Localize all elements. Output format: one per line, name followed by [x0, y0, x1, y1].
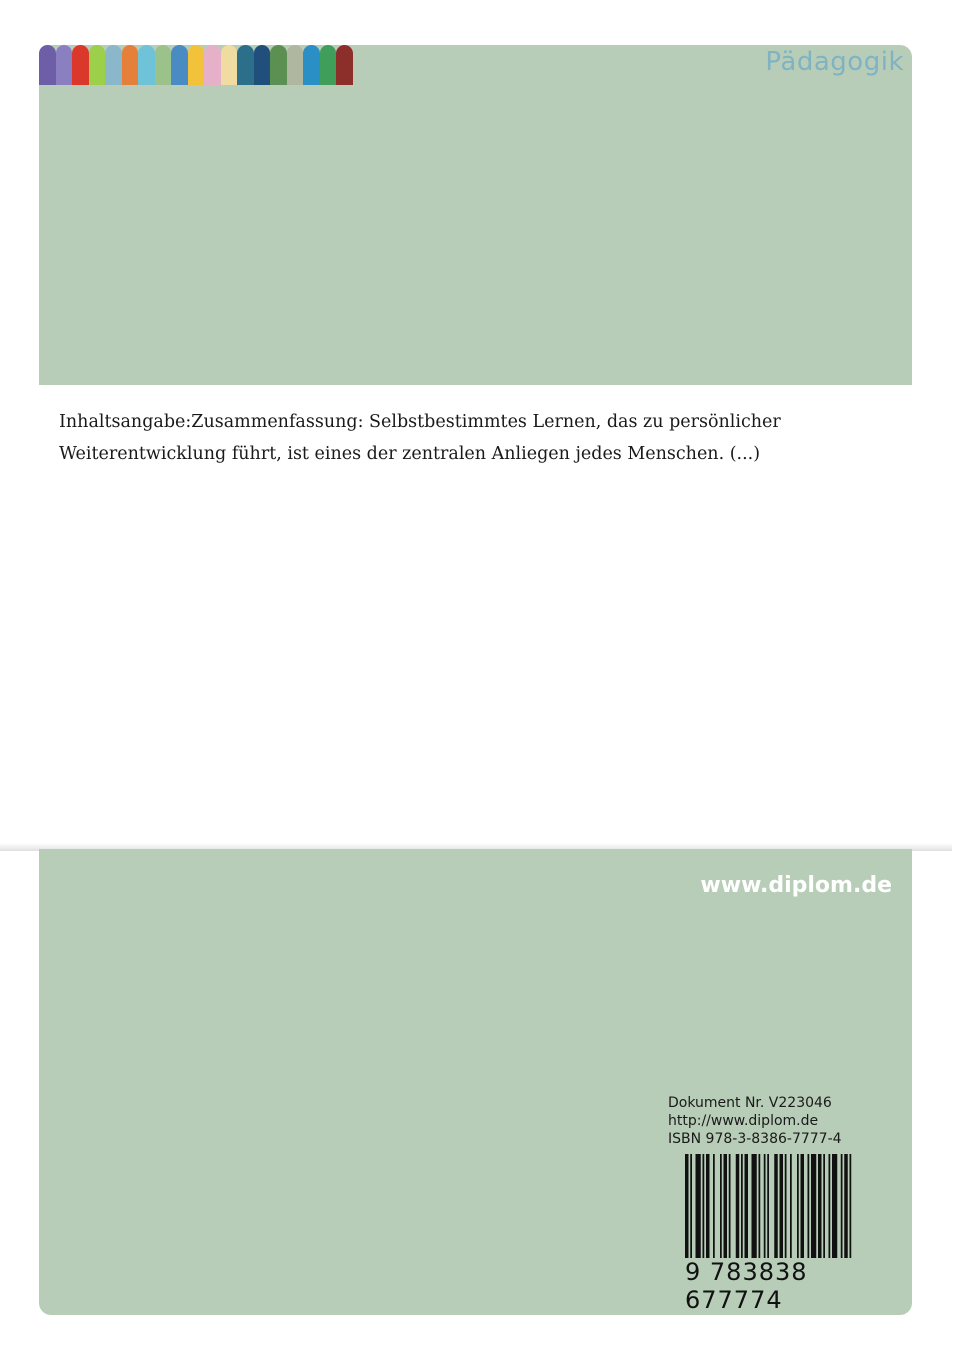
- color-stripe: [39, 45, 56, 85]
- color-stripe: [270, 45, 287, 85]
- document-number: Dokument Nr. V223046: [668, 1095, 832, 1111]
- abstract-text: [59, 406, 889, 470]
- cover-bottom-panel: [39, 849, 912, 1315]
- barcode-digits: 9 783838 677774: [685, 1258, 892, 1314]
- color-stripe: [72, 45, 89, 85]
- color-stripe: [237, 45, 254, 85]
- document-url: http://www.diplom.de: [668, 1113, 819, 1129]
- cover-top-panel: [39, 45, 912, 385]
- color-stripe: [138, 45, 155, 85]
- color-stripe: [221, 45, 238, 85]
- abstract-line-1: Inhaltsangabe:Zusammenfassung: Selbstbestimmtes Lernen, das zu persönlicher: [59, 412, 781, 432]
- color-stripe: [171, 45, 188, 85]
- color-stripe: [303, 45, 320, 85]
- color-stripe: [287, 45, 304, 85]
- color-stripe: [320, 45, 337, 85]
- document-info: [668, 1094, 842, 1148]
- abstract-line-2: Weiterentwicklung führt, ist eines der zentralen Anliegen jedes Menschen. (...): [59, 444, 761, 464]
- color-stripe: [105, 45, 122, 85]
- color-stripe: [336, 45, 353, 85]
- publisher-website: www.diplom.de: [700, 873, 892, 898]
- color-stripe: [89, 45, 106, 85]
- isbn: ISBN 978-3-8386-7777-4: [668, 1131, 842, 1147]
- color-stripe: [56, 45, 73, 85]
- color-stripe: [254, 45, 271, 85]
- barcode-bars: [685, 1154, 892, 1264]
- color-stripe: [188, 45, 205, 85]
- color-stripe: [155, 45, 172, 85]
- isbn-barcode: [685, 1154, 892, 1314]
- color-stripe: [204, 45, 221, 85]
- category-label: Pädagogik: [765, 47, 904, 77]
- color-tab-stripes: [39, 45, 353, 85]
- color-stripe: [122, 45, 139, 85]
